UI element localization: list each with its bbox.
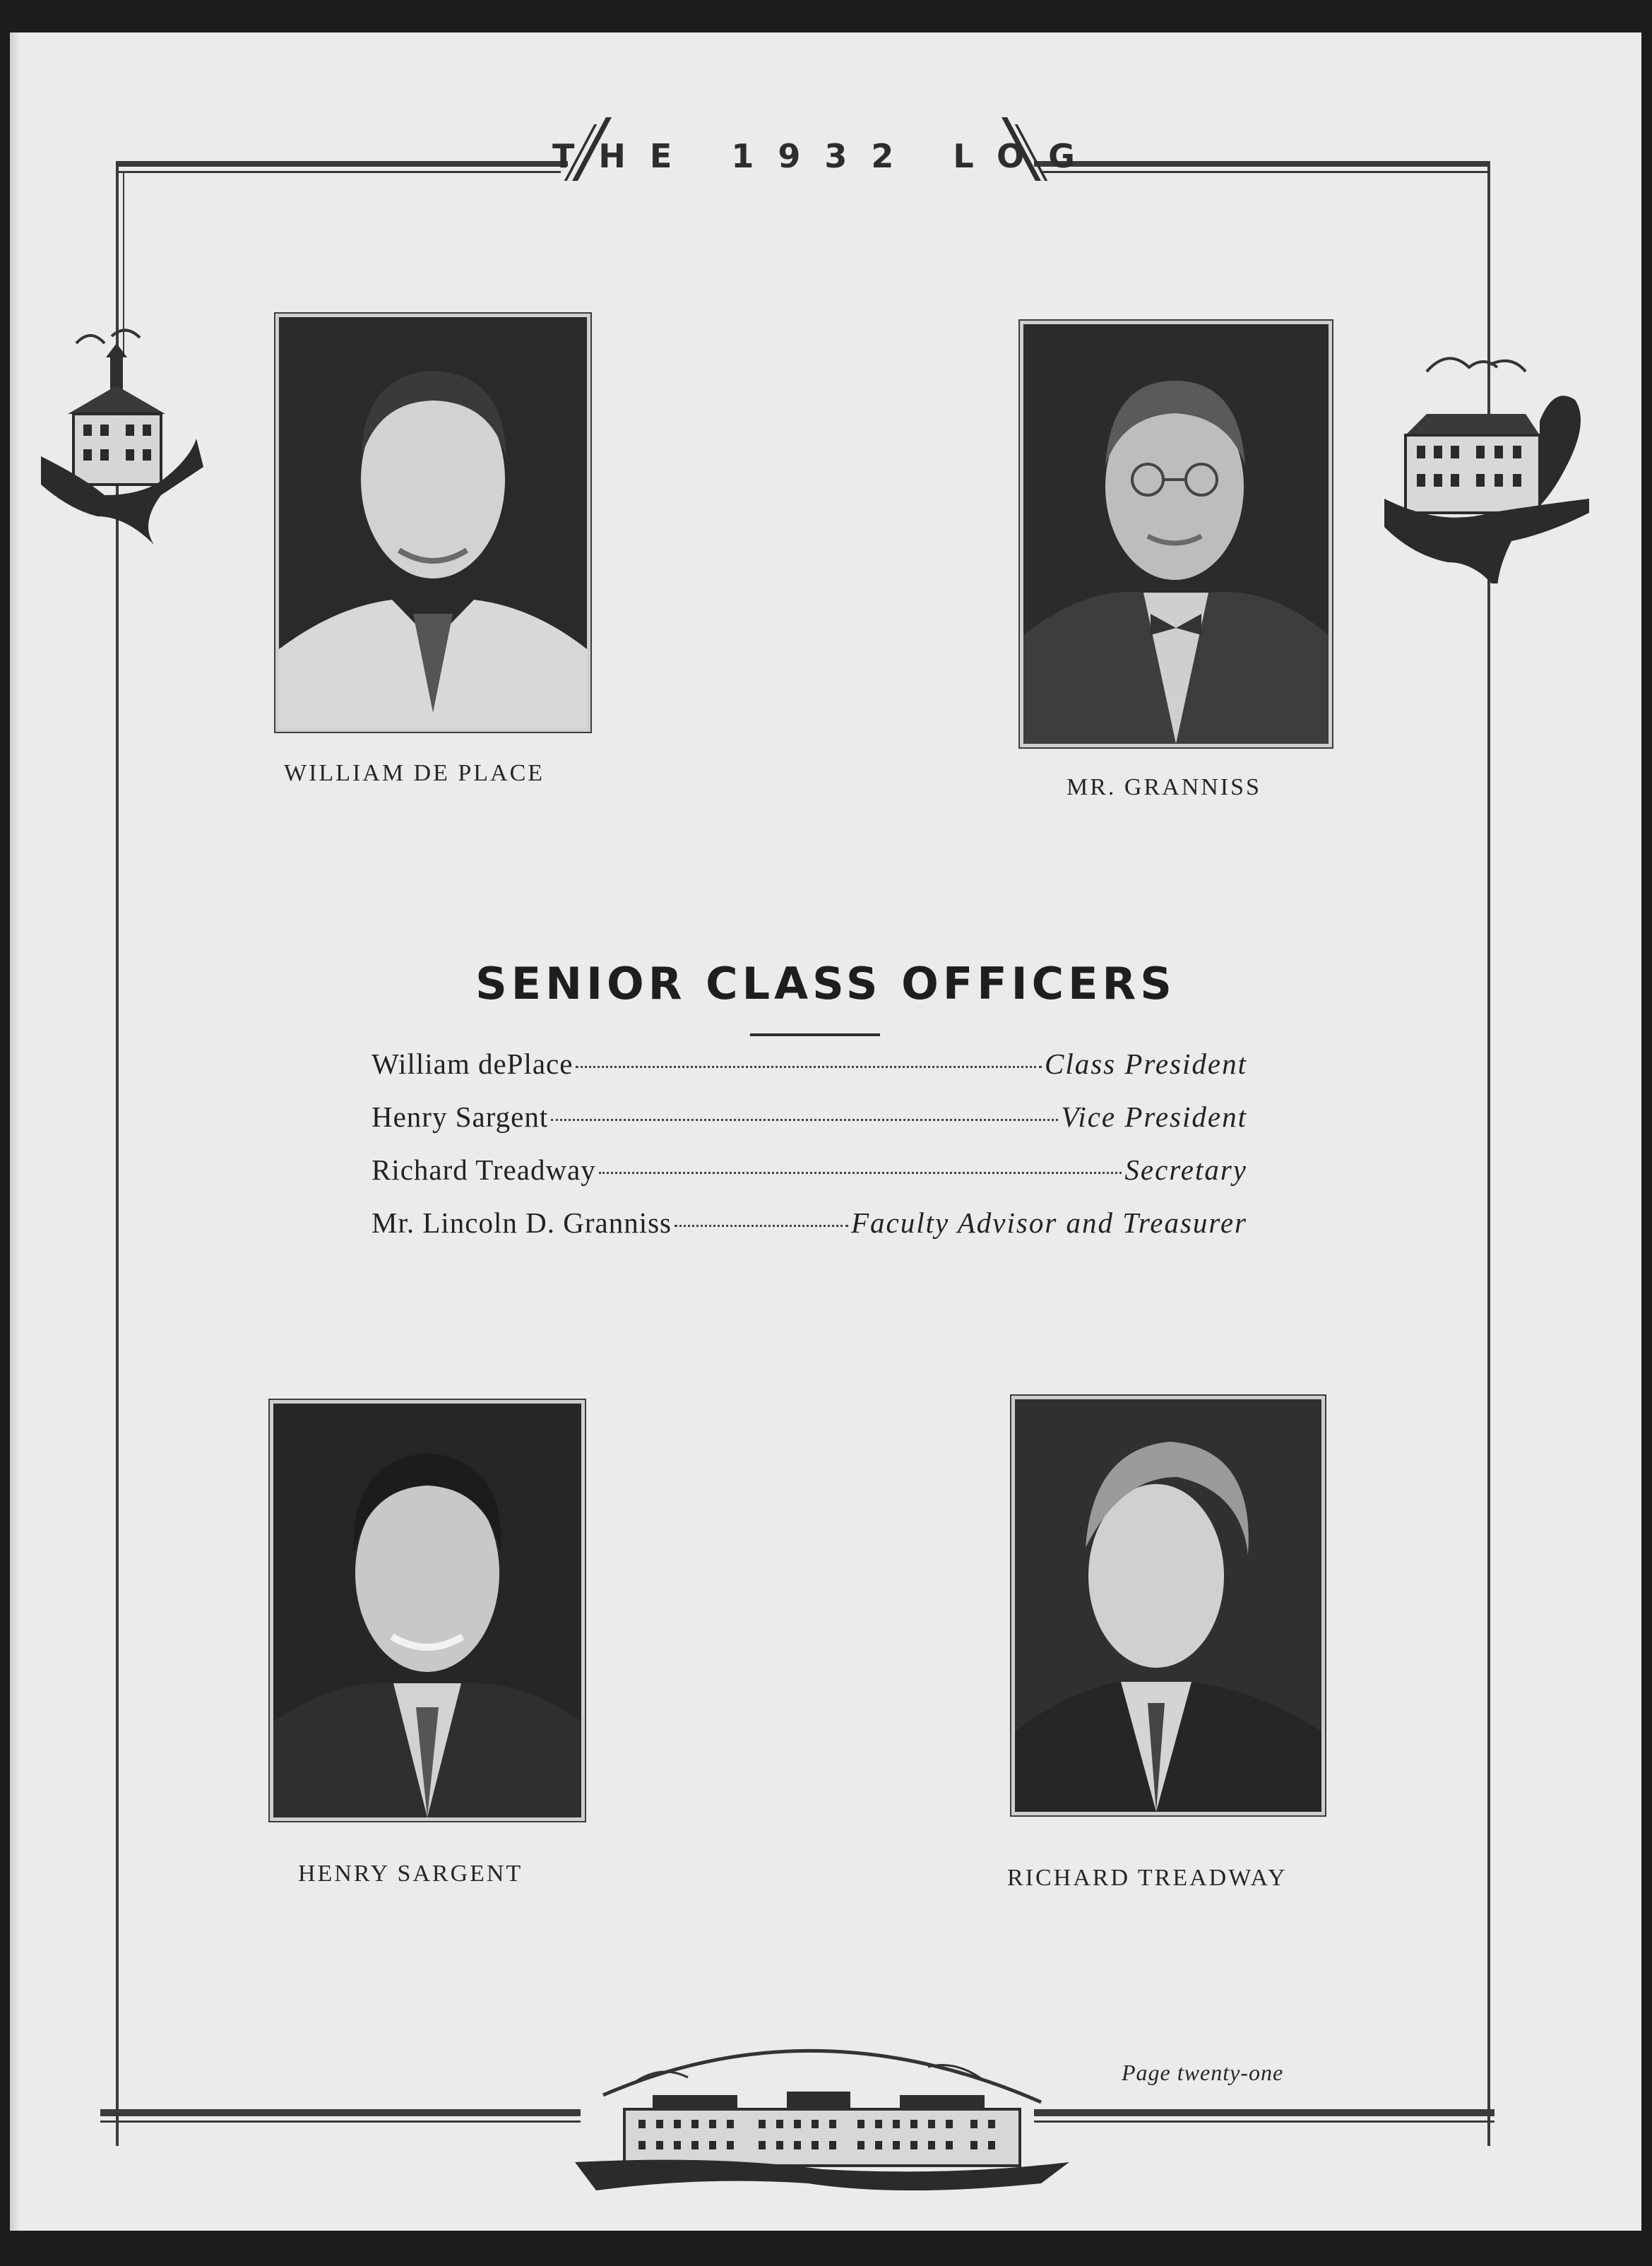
officer-row [372, 1100, 1247, 1153]
officers-list [372, 1047, 1247, 1259]
officer-name: William dePlace [372, 1048, 574, 1080]
officer-row [372, 1047, 1247, 1100]
caption-henry-sargent: HENRY SARGENT [298, 1861, 523, 1887]
page-spine [10, 32, 20, 2231]
officer-name: Mr. Lincoln D. Granniss [372, 1206, 672, 1239]
caption-richard-treadway: RICHARD TREADWAY [1007, 1865, 1288, 1891]
portrait-richard-treadway [1011, 1396, 1325, 1815]
portrait-william-de-place [275, 314, 590, 732]
campus-panorama-icon [575, 2017, 1069, 2194]
page-number: Page twenty-one [1122, 2060, 1284, 2085]
building-icon [27, 315, 210, 548]
officer-row [372, 1153, 1247, 1206]
frame-bottom-left [100, 2109, 581, 2116]
portrait-mr-granniss [1020, 321, 1332, 747]
frame-bottom-right [1034, 2109, 1494, 2116]
officer-name: Henry Sargent [372, 1101, 549, 1133]
leader-dots [599, 1172, 1122, 1174]
section-title: SENIOR CLASS OFFICERS [475, 958, 1176, 1009]
leader-dots [576, 1066, 1042, 1068]
officer-name: Richard Treadway [372, 1153, 596, 1186]
officer-role: Secretary [1124, 1153, 1247, 1186]
frame-bottom-right-inner [1034, 2120, 1494, 2123]
yearbook-page [10, 32, 1641, 2231]
leader-dots [675, 1225, 848, 1227]
caption-mr-granniss: MR. GRANNISS [1066, 774, 1261, 800]
header-title: THE 1932 LOG [552, 137, 1099, 175]
caption-william-de-place: WILLIAM DE PLACE [284, 760, 545, 786]
college-building-icon [1384, 343, 1596, 583]
frame-bottom-left-inner [100, 2120, 581, 2123]
title-underline [750, 1033, 880, 1036]
portrait-henry-sargent [270, 1400, 585, 1821]
officer-row [372, 1206, 1247, 1259]
leader-dots [551, 1119, 1058, 1121]
officer-role: Faculty Advisor and Treasurer [851, 1206, 1247, 1239]
officer-role: Class President [1044, 1048, 1247, 1080]
officer-role: Vice President [1061, 1101, 1247, 1133]
